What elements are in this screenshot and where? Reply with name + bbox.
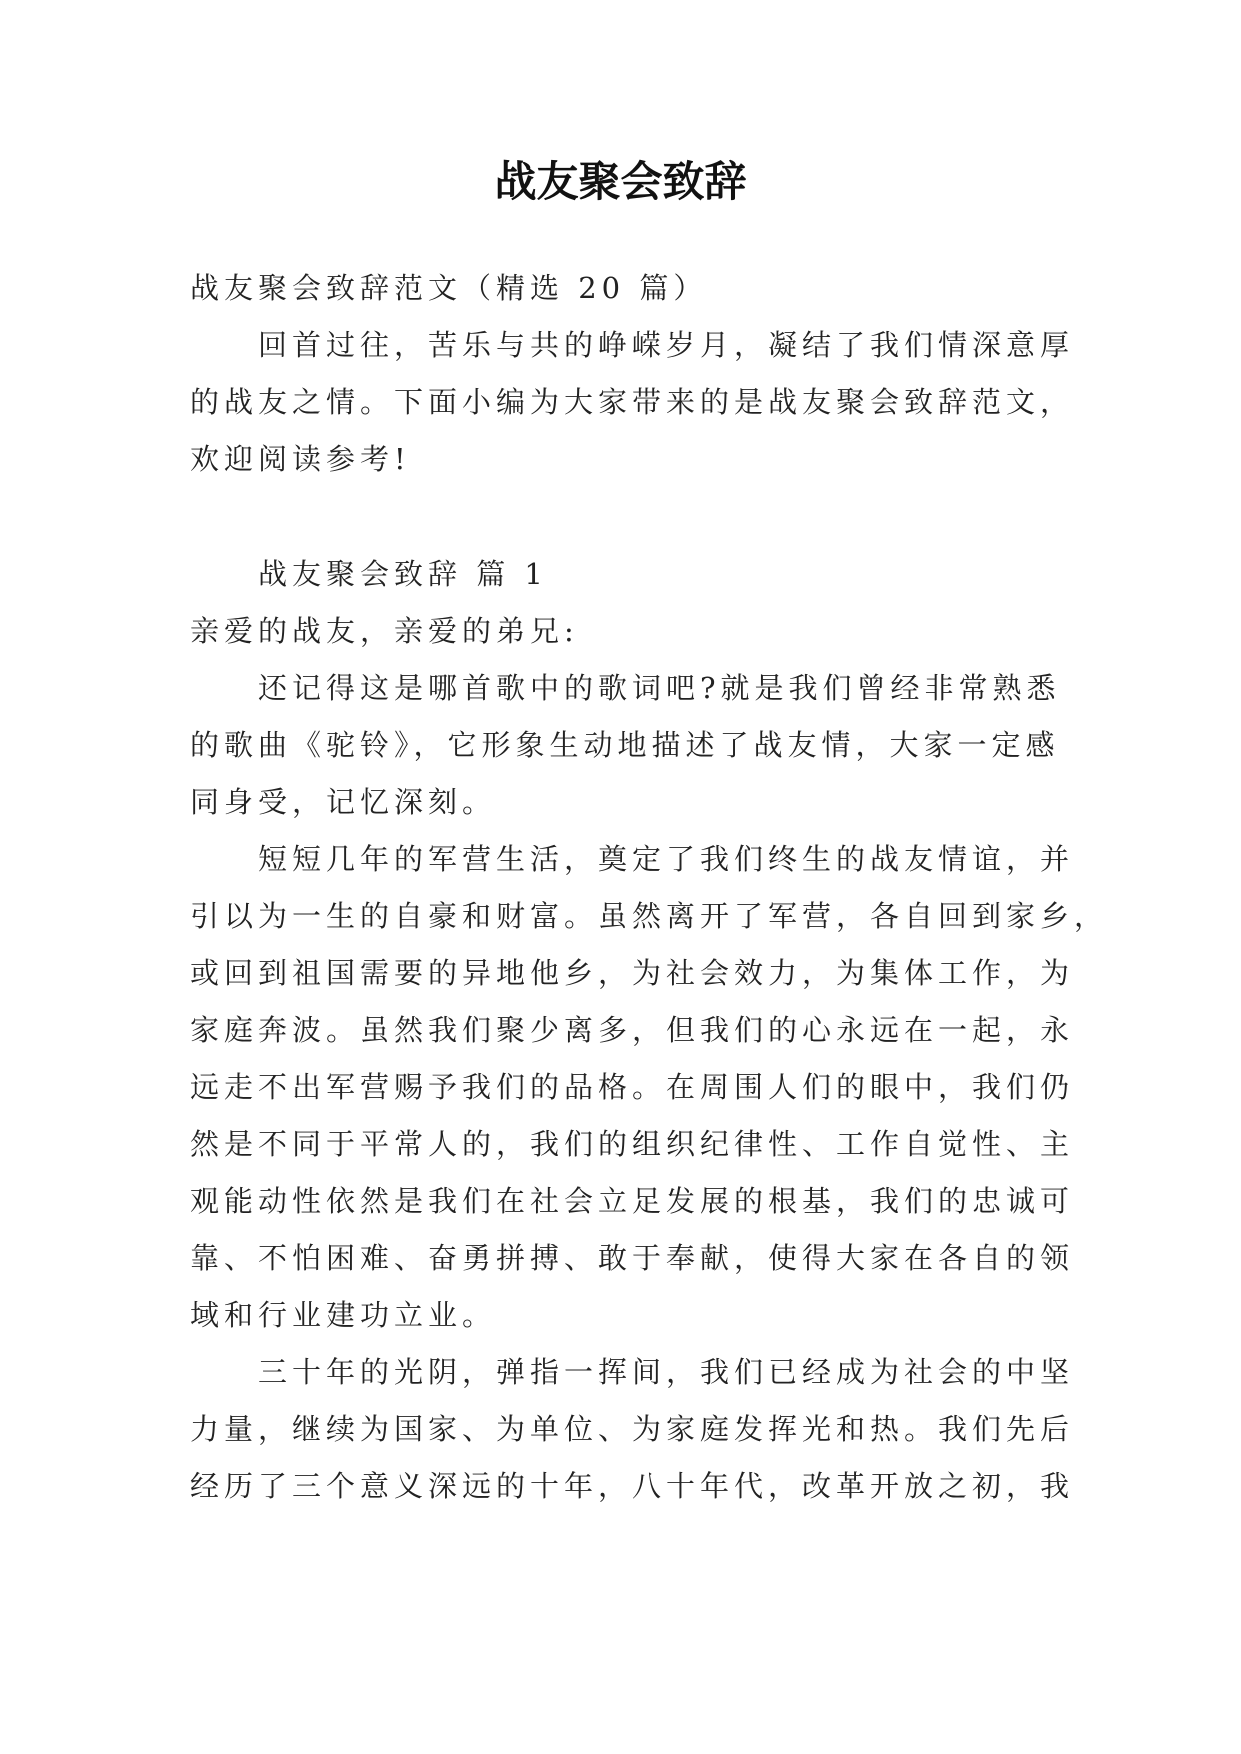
paragraph-line: 三十年的光阴，弹指一挥间，我们已经成为社会的中坚 <box>258 1355 1075 1389</box>
salutation: 亲爱的战友，亲爱的弟兄: <box>190 614 579 648</box>
paragraph-line: 靠、不怕困难、奋勇拼搏、敢于奉献，使得大家在各自的领 <box>190 1241 1075 1275</box>
paragraph-line: 然是不同于平常人的，我们的组织纪律性、工作自觉性、主 <box>190 1127 1075 1161</box>
paragraph-line: 域和行业建功立业。 <box>190 1298 497 1332</box>
paragraph-line: 同身受，记忆深刻。 <box>190 785 497 819</box>
paragraph-line: 经历了三个意义深远的十年，八十年代，改革开放之初，我 <box>190 1469 1075 1503</box>
paragraph-line: 或回到祖国需要的异地他乡，为社会效力，为集体工作，为 <box>190 956 1075 990</box>
paragraph-line: 观能动性依然是我们在社会立足发展的根基，我们的忠诚可 <box>190 1184 1075 1218</box>
document-title: 战友聚会致辞 <box>494 157 747 206</box>
intro-line: 回首过往，苦乐与共的峥嵘岁月，凝结了我们情深意厚 <box>258 328 1075 362</box>
intro-line: 的战友之情。下面小编为大家带来的是战友聚会致辞范文， <box>190 385 1075 419</box>
paragraph-line: 的歌曲《驼铃》，它形象生动地描述了战友情，大家一定感 <box>190 728 1060 762</box>
paragraph-line: 引以为一生的自豪和财富。虽然离开了军营，各自回到家乡， <box>190 899 1109 933</box>
paragraph-line: 还记得这是哪首歌中的歌词吧?就是我们曾经非常熟悉 <box>258 671 1061 705</box>
paragraph-line: 远走不出军营赐予我们的品格。在周围人们的眼中，我们仍 <box>190 1070 1075 1104</box>
document-subtitle: 战友聚会致辞范文（精选 20 篇） <box>190 271 708 305</box>
intro-line: 欢迎阅读参考! <box>190 442 411 476</box>
paragraph-line: 家庭奔波。虽然我们聚少离多，但我们的心永远在一起，永 <box>190 1013 1075 1047</box>
paragraph-line: 短短几年的军营生活，奠定了我们终生的战友情谊，并 <box>258 842 1075 876</box>
section-heading: 战友聚会致辞 篇 1 <box>258 557 548 591</box>
paragraph-line: 力量，继续为国家、为单位、为家庭发挥光和热。我们先后 <box>190 1412 1075 1446</box>
